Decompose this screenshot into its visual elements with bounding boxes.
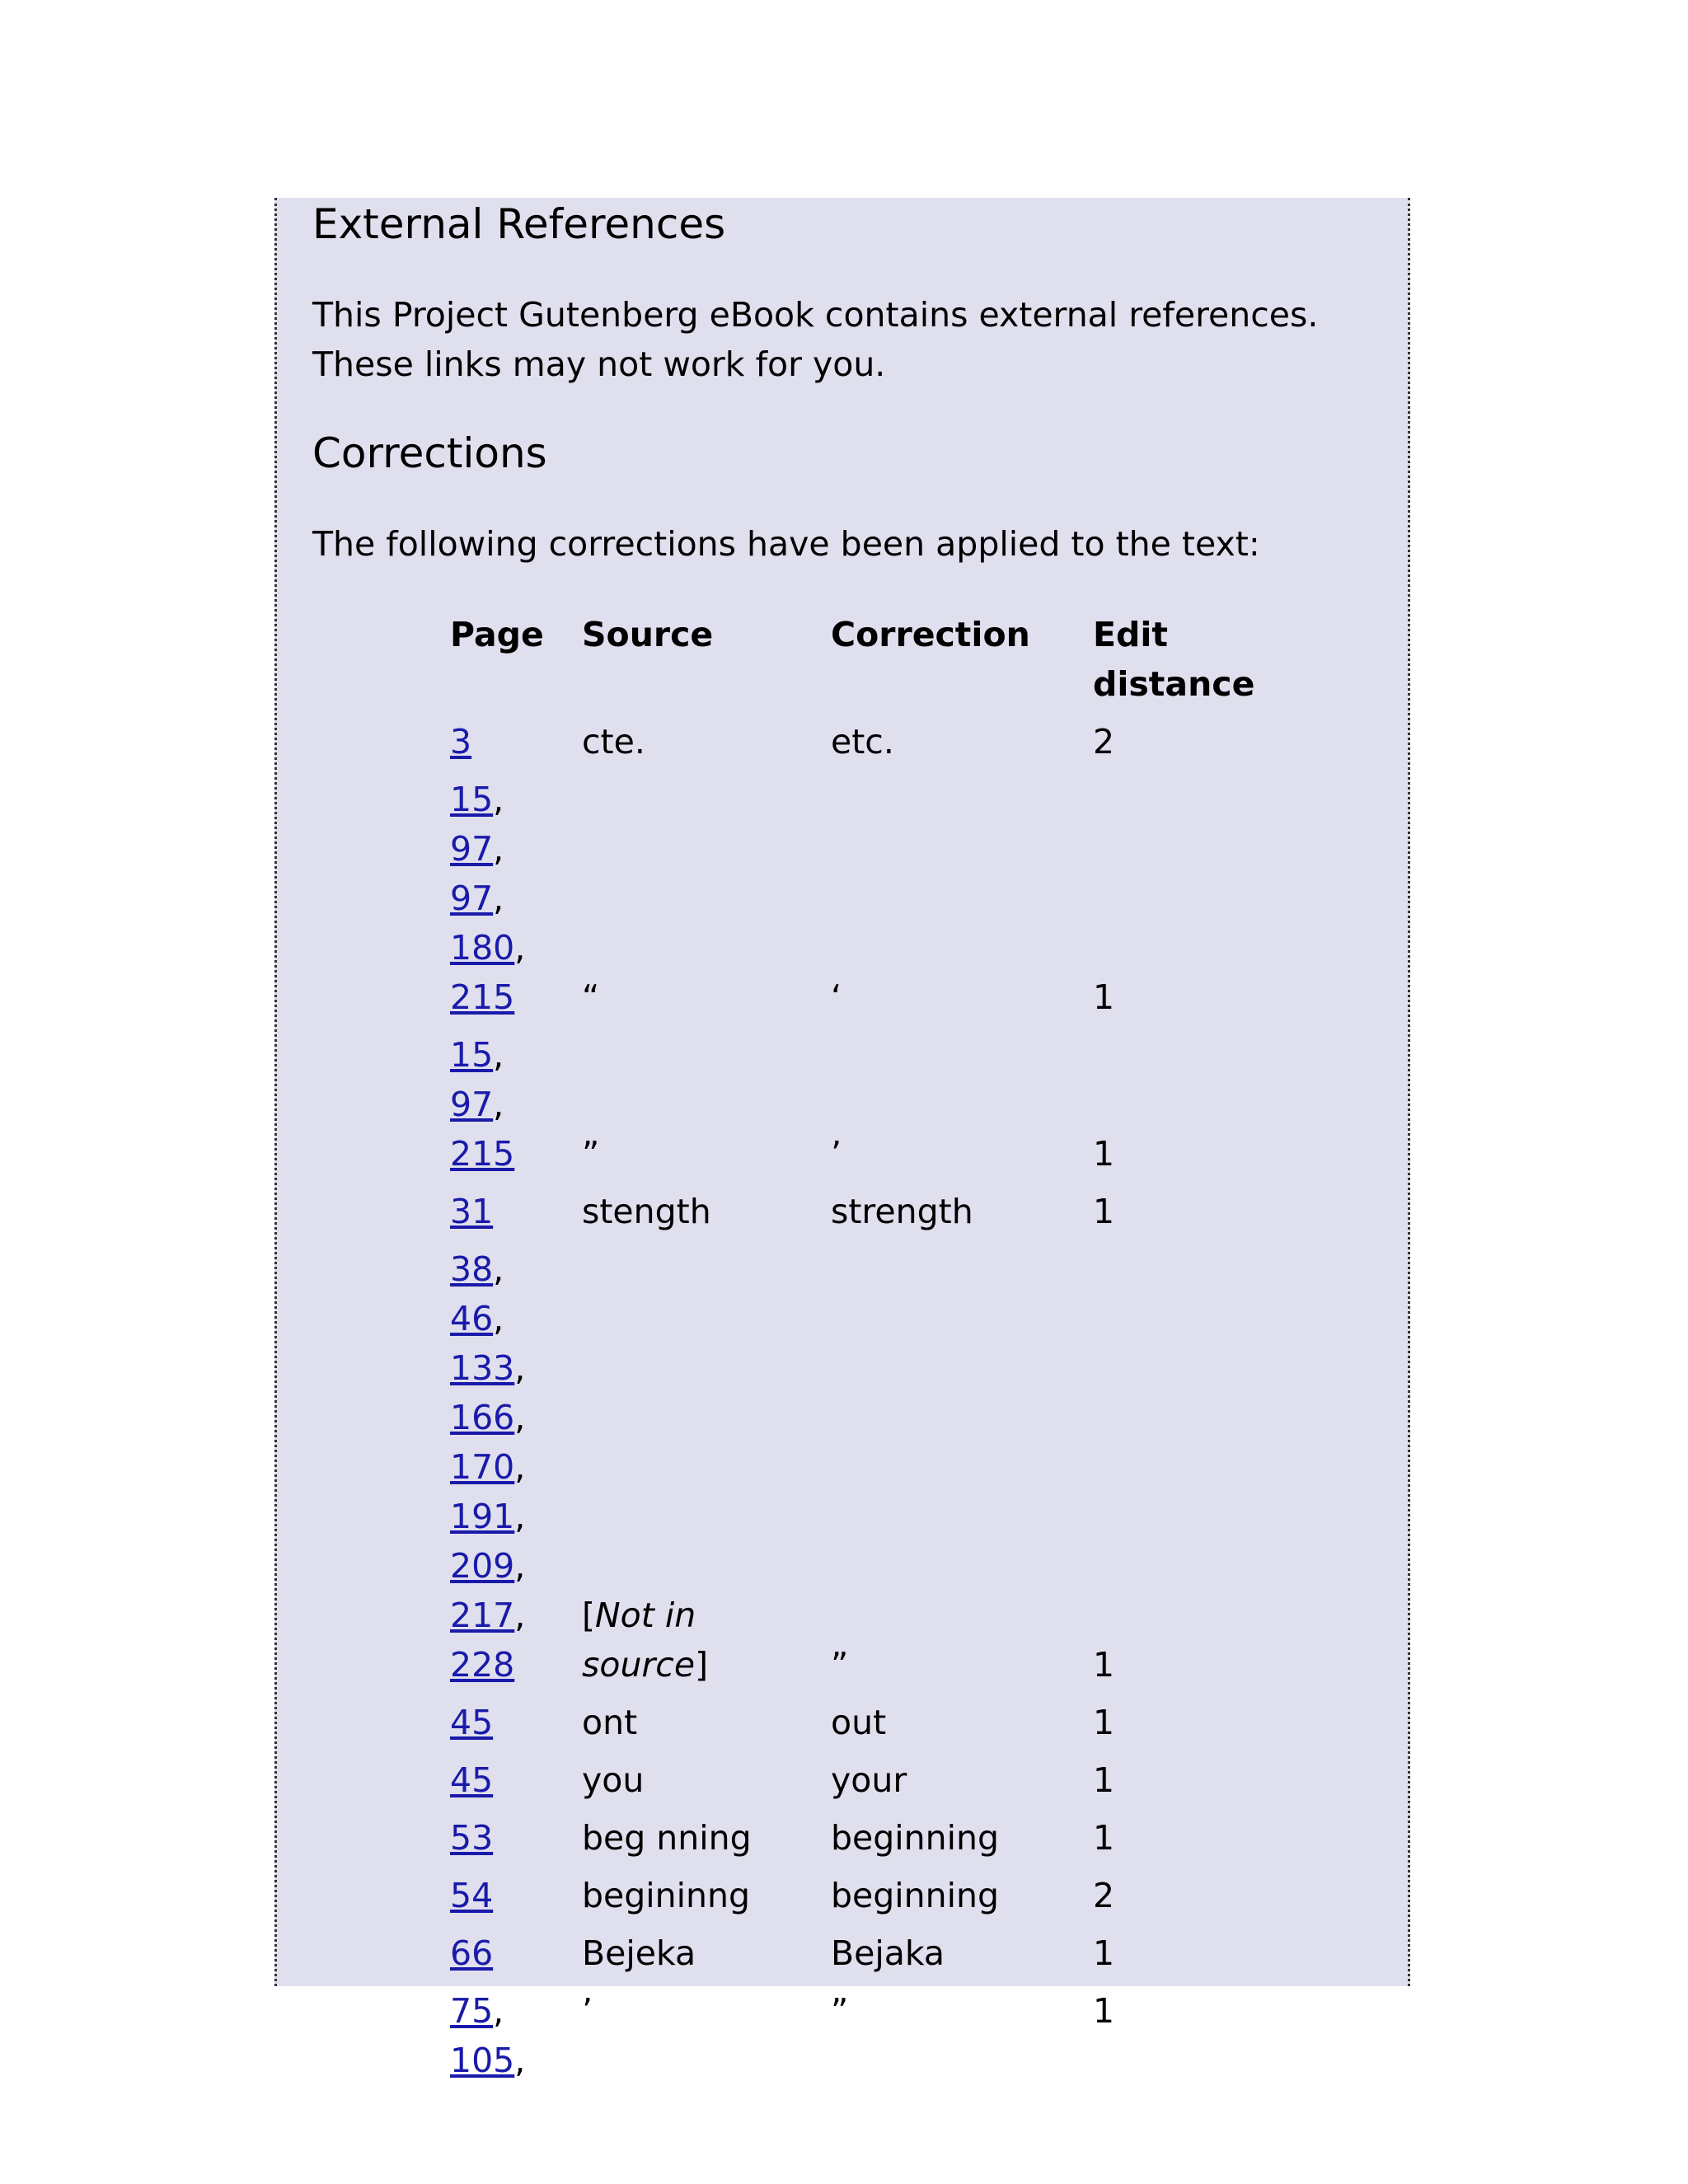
- page-link[interactable]: 15: [450, 1035, 494, 1075]
- cell-pages: [450, 1920, 582, 1978]
- page-separator: ,: [514, 1398, 526, 1437]
- page-link[interactable]: 46: [450, 1299, 494, 1338]
- table-body: [450, 709, 1291, 2085]
- page-link[interactable]: 228: [450, 1645, 515, 1685]
- cell-correction: beginning: [831, 1876, 1000, 1915]
- table-row: [450, 766, 1291, 1022]
- cell-correction: ”: [831, 1645, 849, 1685]
- cell-source: beg nning: [582, 1818, 752, 1858]
- page-link[interactable]: 105: [450, 2041, 515, 2080]
- page-separator: ,: [493, 1299, 504, 1338]
- table-row: [450, 1179, 1291, 1236]
- cell-edit-distance: 2: [1093, 1876, 1115, 1915]
- cell-pages: [450, 766, 582, 1022]
- page-link[interactable]: 191: [450, 1497, 515, 1536]
- cell-correction: strength: [831, 1192, 973, 1231]
- page-link[interactable]: 133: [450, 1348, 515, 1388]
- table-row: [450, 1236, 1291, 1690]
- cell-correction: ‘: [831, 977, 842, 1017]
- cell-source: begininng: [582, 1876, 751, 1915]
- page-link[interactable]: 166: [450, 1398, 515, 1437]
- page-separator: ,: [514, 928, 526, 968]
- page-separator: ,: [493, 780, 504, 819]
- page-separator: ,: [493, 1991, 504, 2031]
- cell-pages: [450, 709, 582, 766]
- corrections-heading: Corrections: [312, 429, 547, 477]
- page-separator: ,: [514, 1447, 526, 1487]
- cell-pages: [450, 1747, 582, 1805]
- header-source: Source: [582, 615, 714, 654]
- cell-correction: ”: [831, 1991, 849, 2031]
- page-link[interactable]: 38: [450, 1249, 494, 1289]
- page-link[interactable]: 97: [450, 1085, 494, 1124]
- page-link[interactable]: 180: [450, 928, 515, 968]
- cell-edit-distance: 1: [1093, 1760, 1115, 1800]
- cell-edit-distance: 1: [1093, 1703, 1115, 1742]
- cell-pages: [450, 1805, 582, 1863]
- page-link[interactable]: 3: [450, 722, 472, 762]
- cell-source: ont: [582, 1703, 638, 1742]
- page-link[interactable]: 75: [450, 1991, 494, 2031]
- cell-edit-distance: 1: [1093, 1991, 1115, 2031]
- cell-edit-distance: 1: [1093, 977, 1115, 1017]
- cell-pages: [450, 1863, 582, 1920]
- cell-pages: [450, 1179, 582, 1236]
- cell-source: you: [582, 1760, 645, 1800]
- page-link[interactable]: 31: [450, 1192, 494, 1231]
- cell-source: Bejeka: [582, 1933, 696, 1973]
- page-separator: ,: [493, 1085, 504, 1124]
- header-page: Page: [450, 615, 544, 654]
- header-edit-distance: Edit distance: [1093, 615, 1255, 704]
- page-separator: ,: [514, 1546, 526, 1586]
- page-separator: ,: [493, 879, 504, 918]
- cell-source: stength: [582, 1192, 711, 1231]
- page-separator: ,: [493, 1035, 504, 1075]
- header-correction: Correction: [831, 615, 1030, 654]
- page-link[interactable]: 209: [450, 1546, 515, 1586]
- cell-correction: ’: [831, 1134, 842, 1174]
- page-link[interactable]: 53: [450, 1818, 494, 1858]
- table-row: [450, 1022, 1291, 1179]
- cell-edit-distance: 1: [1093, 1134, 1115, 1174]
- page-separator: ,: [514, 2041, 526, 2080]
- cell-correction: etc.: [831, 722, 894, 762]
- page-link[interactable]: 45: [450, 1703, 494, 1742]
- cell-pages: [450, 1978, 582, 2085]
- content-panel: [274, 198, 1410, 2080]
- corrections-intro: The following corrections have been applied to the text:: [312, 524, 1260, 564]
- table-row: [450, 1920, 1291, 1978]
- external-references-text: This Project Gutenberg eBook contains external references. These links may not work for you.: [312, 295, 1319, 384]
- page-link[interactable]: 54: [450, 1876, 494, 1915]
- cell-edit-distance: 2: [1093, 722, 1115, 762]
- cell-correction: Bejaka: [831, 1933, 945, 1973]
- cell-pages: [450, 1022, 582, 1179]
- page-link[interactable]: 170: [450, 1447, 515, 1487]
- cell-source: cte.: [582, 722, 645, 762]
- cell-source: “: [582, 977, 600, 1017]
- table-row: [450, 1863, 1291, 1920]
- table-row: [450, 1690, 1291, 1747]
- source-italic-note: Not in source: [582, 1596, 696, 1685]
- cell-pages: [450, 1236, 582, 1690]
- page-separator: ,: [493, 829, 504, 869]
- table-row: [450, 1747, 1291, 1805]
- page-link[interactable]: 45: [450, 1760, 494, 1800]
- cell-correction: out: [831, 1703, 887, 1742]
- page-link[interactable]: 97: [450, 879, 494, 918]
- corrections-table: [450, 610, 1291, 2085]
- cell-pages: [450, 1690, 582, 1747]
- table-header-row: [450, 610, 1291, 709]
- page-separator: ,: [514, 1596, 526, 1635]
- page-link[interactable]: 66: [450, 1933, 494, 1973]
- page-link[interactable]: 15: [450, 780, 494, 819]
- cell-edit-distance: 1: [1093, 1818, 1115, 1858]
- cell-edit-distance: 1: [1093, 1192, 1115, 1231]
- cell-correction: your: [831, 1760, 907, 1800]
- page-link[interactable]: 215: [450, 1134, 515, 1174]
- cell-correction: beginning: [831, 1818, 1000, 1858]
- table-row: [450, 1805, 1291, 1863]
- cell-source: [Not in source]: [582, 1596, 709, 1685]
- page-link[interactable]: 215: [450, 977, 515, 1017]
- cell-edit-distance: 1: [1093, 1933, 1115, 1973]
- table-row: [450, 709, 1291, 766]
- page-separator: ,: [493, 1249, 504, 1289]
- page-link[interactable]: 217: [450, 1596, 515, 1635]
- page-link[interactable]: 97: [450, 829, 494, 869]
- page-separator: ,: [514, 1348, 526, 1388]
- external-references-heading: External References: [312, 200, 726, 248]
- cell-source: ’: [582, 1991, 593, 2031]
- table-row: [450, 1978, 1291, 2085]
- cell-edit-distance: 1: [1093, 1645, 1115, 1685]
- page-separator: ,: [514, 1497, 526, 1536]
- cell-source: ”: [582, 1134, 600, 1174]
